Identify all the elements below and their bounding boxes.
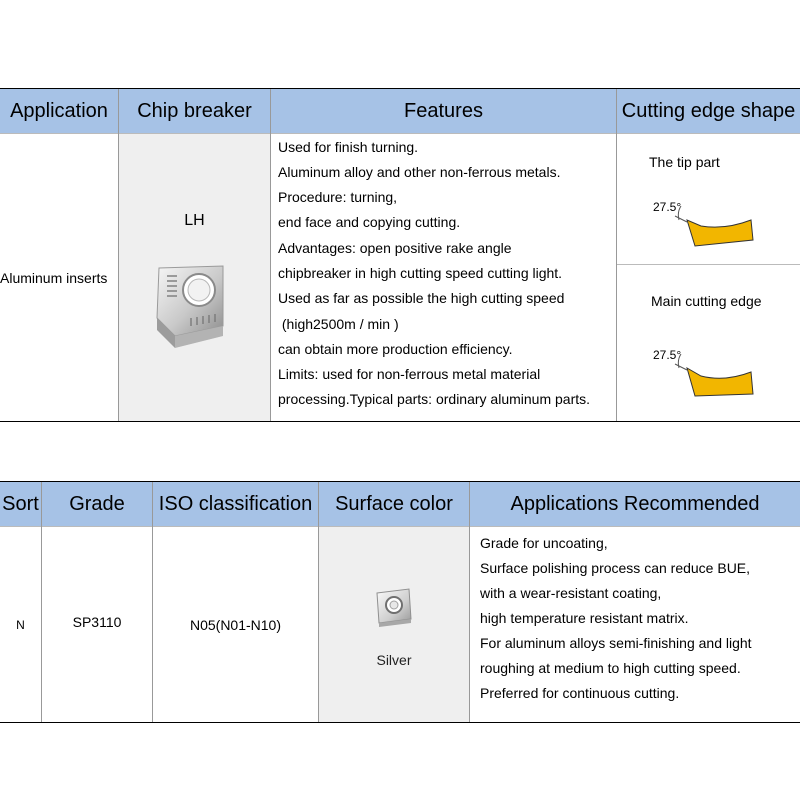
feature-line: Used for finish turning.	[278, 139, 419, 155]
feature-line: can obtain more production efficiency.	[278, 341, 513, 357]
feature-line: processing.Typical parts: ordinary aluminum parts.	[278, 391, 591, 407]
table1-col-divider	[270, 89, 271, 421]
header-iso-classification: ISO classification	[153, 482, 318, 526]
chip-breaker-code: LH	[184, 212, 205, 229]
header-applications-recommended: Applications Recommended	[470, 482, 800, 526]
application-line: Surface polishing process can reduce BUE,	[480, 560, 751, 576]
header-surface-color: Surface color	[319, 482, 469, 526]
feature-line: Used as far as possible the high cutting speed	[278, 290, 565, 306]
cutting-edge-divider	[617, 264, 800, 265]
table1-bottom-border	[0, 421, 800, 422]
header-grade: Grade	[42, 482, 152, 526]
application-line: roughing at medium to high cutting speed.	[480, 660, 741, 676]
cell-chip-breaker	[119, 134, 270, 421]
tip-part-label: The tip part	[649, 154, 720, 170]
main-edge-shape	[673, 354, 773, 404]
application-line: with a wear-resistant coating,	[480, 585, 662, 601]
header-cutting-edge-shape: Cutting edge shape	[617, 89, 800, 133]
tip-angle-label: 27.5°	[653, 200, 682, 214]
aluminum-insert-image	[155, 262, 227, 350]
application-line: Grade for uncoating,	[480, 535, 608, 551]
application-line: For aluminum alloys semi-finishing and light	[480, 635, 752, 651]
feature-line: (high2500m / min )	[278, 316, 399, 332]
feature-line: Aluminum alloy and other non-ferrous metals.	[278, 164, 561, 180]
surface-color-label: Silver	[376, 652, 412, 668]
cell-grade: SP3110	[72, 614, 122, 630]
application-line: high temperature resistant matrix.	[480, 610, 689, 626]
main-angle-label: 27.5°	[653, 348, 682, 362]
main-edge-label: Main cutting edge	[651, 293, 762, 309]
feature-line: end face and copying cutting.	[278, 214, 461, 230]
header-sort: Sort	[0, 482, 41, 526]
table2-col-divider	[469, 482, 470, 722]
feature-line: Limits: used for non-ferrous metal material	[278, 366, 541, 382]
feature-line: Advantages: open positive rake angle	[278, 240, 512, 256]
cell-surface-color	[319, 527, 469, 722]
feature-line: chipbreaker in high cutting speed cutting light.	[278, 265, 563, 281]
table2-bottom-border	[0, 722, 800, 723]
cell-cutting-edge-shape	[617, 134, 800, 421]
feature-line: Procedure: turning,	[278, 189, 398, 205]
application-line: Preferred for continuous cutting.	[480, 685, 680, 701]
silver-insert-image	[371, 585, 415, 629]
header-features: Features	[271, 89, 616, 133]
cell-iso-classification: N05(N01-N10)	[189, 616, 282, 633]
header-application: Application	[0, 89, 118, 133]
tip-edge-shape	[673, 206, 773, 256]
cell-application: Aluminum inserts	[0, 269, 108, 286]
header-chip-breaker: Chip breaker	[119, 89, 270, 133]
cell-sort: N	[16, 617, 25, 632]
